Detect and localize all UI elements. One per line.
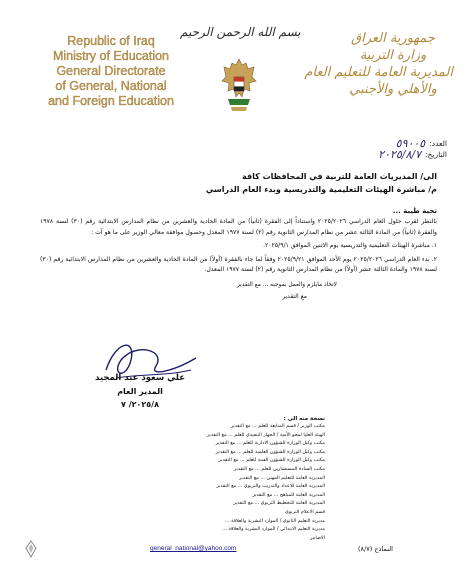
arabic-line: جمهورية العراق [351, 31, 435, 46]
corner-logo-icon [24, 540, 38, 558]
arabic-line: المديرية العامة للتعليم العام [304, 65, 453, 80]
closing-line: لاتخاذ مايلزم والعمل بموجبه ... مع التقدير [236, 281, 337, 288]
letter-body [40, 170, 437, 302]
copy-item: مكتب وكيل الوزارة للشؤون الادارية للعلم ... مع التقدير [215, 441, 325, 447]
number-label: العدد: [429, 139, 447, 148]
copy-item: قسم الاعلام التربوي [284, 509, 325, 515]
english-line: Ministry of Education [52, 49, 170, 63]
basmala: بسم الله الرحمن الرحيم [180, 25, 301, 39]
date-label: التاريخ: [425, 150, 447, 159]
copy-item: مكتب الوزير / قسم المتابعة للعلم ... مع التقدير [230, 424, 325, 429]
english-line: and Foreign Education [48, 94, 174, 108]
greeting: تحية طيبة ... [392, 207, 437, 215]
recipient-line: الى/ المديريات العامة للتربية في المحافظات كافة [242, 172, 437, 181]
english-line: of General, National [55, 79, 167, 93]
main-paragraph: بالنظر لقرب حلول العام الدراسي ٢٠٢٥/٢٠٢٦ واستناداً إلى الفقرة (ثانياً) من المادة الحادية والعشرين من نظام المدارس الابتدائية رقم (٣٠) لسنة ١٩٧٨ والفقرة (ثانياً) من المادة الثالثة عشر من نظام المدارس الثانوية رقم (٢) لسنة ١٩٧٧ المعدل وحصول موافقة معالي الوزير على ما هو آت : [40, 218, 437, 236]
regards-line: مع التقدير [282, 292, 307, 300]
list-item: ١. مباشرة الهيئات التعليمية والتدريسية يوم الاثنين الموافق ٢٠٢٥/٩/١. [263, 242, 437, 249]
copy-item: المديرية العامة للاعداد والتدريب والتربوي ... مع التقدير [216, 484, 325, 490]
subject-line: م/ مباشرة الهيئات التعليمية والتدريسية وبدء العام الدراسي [205, 185, 437, 194]
arabic-line: والأهلي والأجنبي [349, 82, 437, 97]
arabic-letterhead [304, 30, 453, 98]
copy-item: مديرية التعليم الثانوي / الموارد البشرية والعلاقة ... [225, 518, 325, 524]
copy-item: الهيئة العليا لمحو الأمية / الجهاز التنفيذي للعلم ... مع التقدير [206, 432, 325, 438]
copies-list [95, 415, 325, 543]
copies-title: نسخة منه الى : [283, 416, 325, 422]
signer-date: ٢٠٢٥/٨/ ٧ [121, 400, 159, 409]
footer-email-link[interactable]: general_national@yahoo.com [150, 545, 237, 552]
english-letterhead [46, 34, 176, 109]
signature-block [80, 372, 200, 411]
copy-item: المديرية العامة للتخطيط التربوي ... مع التقدير [233, 501, 325, 507]
copy-item: مكتب وكيل الوزارة للشؤون الفنية للعلم ... مع التقدير [218, 458, 325, 464]
copy-item: المديرية العامة للتعليم المهني ... مع التقدير [239, 475, 325, 481]
copy-item: الاضابير [309, 535, 325, 541]
copy-item: مديرية التعليم الابتدائي / الموارد البشرية والعلاقة ... [222, 527, 325, 533]
iraq-eagle-emblem-icon [220, 55, 258, 117]
footer-form-number: النماذج (٨/٧) [358, 545, 393, 553]
list-item: ٢. بدء العام الدراسي ٢٠٢٥/٢٠٢٦ يوم الأحد الموافق ٢٠٢٥/٩/٢١ وفقاً لما جاء بالفقرة (أولاً) من المادة الحادية والعشرين من نظام المدارس الابتدائية رقم (٣٠) لسنة ١٩٧٨ والمادة الثالثة عشر (أولاً) من نظام المدارس الثانوية رقم (٢) لسنة ١٩٧٧ المعدل. [40, 255, 437, 273]
reference-block [378, 138, 447, 160]
copy-item: المديرية العامة للمناهج ... مع التقدير [252, 492, 325, 498]
english-line: General Directorate [56, 64, 166, 78]
date-value: ٢٠٢٥/٨/٧ [378, 148, 421, 161]
arabic-line: وزارة التربية [359, 48, 427, 63]
signer-name: علي سعود عبد المجيد [94, 373, 186, 383]
signer-title: المدير العام [117, 387, 163, 396]
copy-item: مكتب وكيل الوزارة للشؤون العلمية للعلم ... مع التقدير [215, 449, 325, 455]
number-value: ٥٩٠٠٥ [395, 137, 426, 150]
copy-item: مكتب السادة المستشارين للعلم ... مع التقدير [233, 466, 325, 472]
english-line: Republic of Iraq [67, 34, 155, 48]
